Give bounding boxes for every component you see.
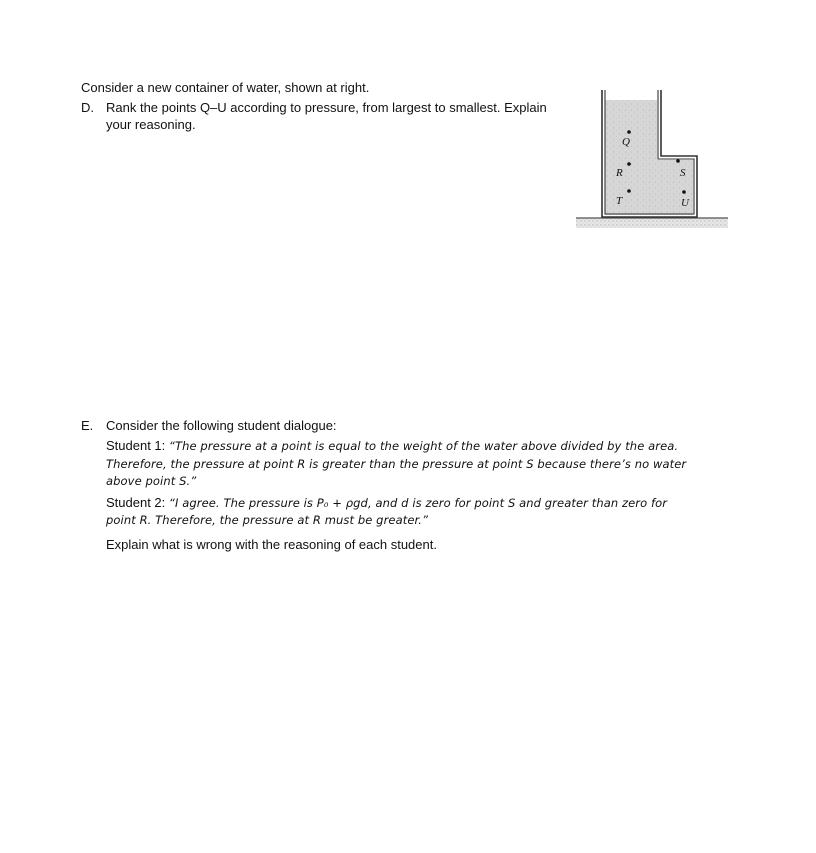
- part-e-prompt: Consider the following student dialogue:: [106, 418, 337, 433]
- point-s-label: S: [680, 167, 686, 179]
- part-d-question-line-2: your reasoning.: [106, 117, 196, 132]
- student-2-block: [106, 495, 667, 511]
- part-e-closing: Explain what is wrong with the reasoning of each student.: [106, 537, 437, 552]
- point-r-dot: [627, 162, 631, 166]
- point-u-dot: [682, 190, 686, 194]
- point-t-dot: [627, 189, 631, 193]
- part-e-letter: E.: [81, 418, 94, 433]
- part-d-letter: D.: [81, 100, 94, 115]
- point-u-label: U: [681, 197, 689, 209]
- student-2-speaker: Student 2:: [106, 495, 166, 510]
- student-1-quote-line-3: above point S.”: [106, 474, 197, 488]
- ground-surface: [576, 218, 728, 228]
- point-t-label: T: [616, 195, 623, 207]
- student-1-quote-line-2: Therefore, the pressure at point R is greater than the pressure at point S because there’s no water: [106, 457, 687, 471]
- student-1-speaker: Student 1:: [106, 438, 166, 453]
- part-d-question-line-1: Rank the points Q–U according to pressure, from largest to smallest. Explain: [106, 100, 547, 115]
- point-s-dot: [676, 159, 680, 163]
- point-r-label: R: [616, 167, 623, 179]
- point-q-label: Q: [622, 136, 630, 148]
- student-2-quote-line-2: point R. Therefore, the pressure at R must be greater.”: [106, 513, 429, 527]
- student-1-block: [106, 438, 678, 454]
- student-1-quote-line-1: “The pressure at a point is equal to the weight of the water above divided by the area.: [168, 439, 679, 453]
- intro-text: Consider a new container of water, shown at right.: [81, 80, 370, 95]
- student-2-quote-line-1: “I agree. The pressure is P₀ + ρgd, and d is zero for point S and greater than zero for: [168, 496, 668, 510]
- container-figure: [576, 84, 728, 230]
- point-q-dot: [627, 130, 631, 134]
